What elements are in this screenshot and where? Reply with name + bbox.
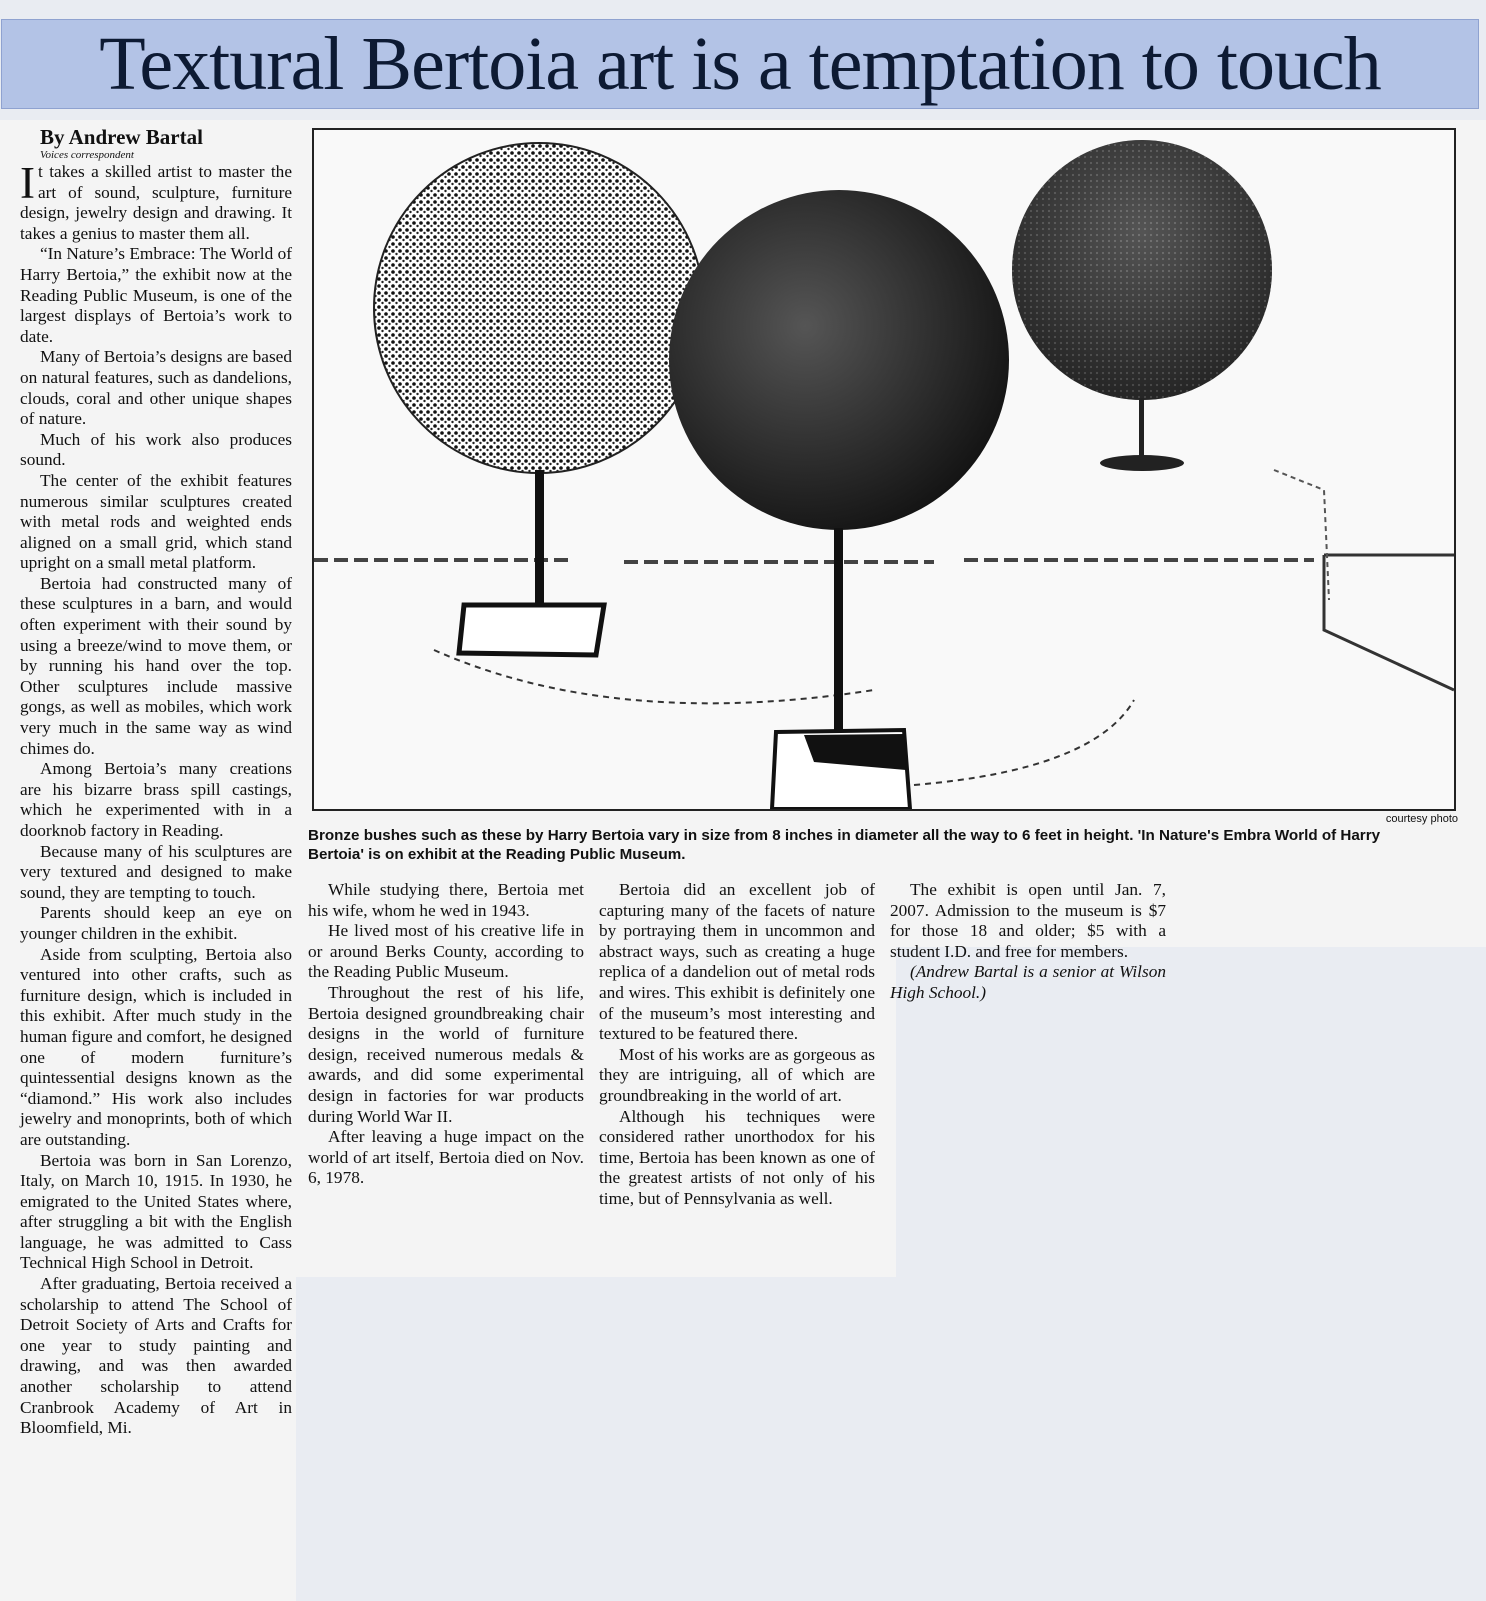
byline: By Andrew Bartal <box>40 125 203 149</box>
article-paragraph: The exhibit is open until Jan. 7, 2007. Admission to the museum is $7 for those 18 and older; $5 with a student I.D. and free for members. <box>890 880 1166 961</box>
article-paragraph: “In Nature’s Embrace: The World of Harry Bertoia,” the exhibit now at the Reading Public Museum, is one of the largest displays of Bertoia’s work to date. <box>20 244 292 346</box>
photo-credit: courtesy photo <box>1385 813 1458 825</box>
article-paragraph: Most of his works are as gorgeous as they are intriguing, all of which are groundbreaking in the world of art. <box>599 1044 875 1105</box>
article-paragraph: It takes a skilled artist to master the art of sound, sculpture, furniture design, jewelry design and drawing. It takes a genius to master them all. <box>20 158 292 243</box>
article-column-2 <box>308 880 584 1189</box>
article-paragraph: Although his techniques were considered rather unorthodox for his time, Bertoia has been known as one of the greatest artists of not only of his time, but of Pennsylvania as well. <box>599 1106 875 1208</box>
article-paragraph: He lived most of his creative life in or around Berks County, according to the Reading Public Museum. <box>308 921 584 982</box>
article-column-1 <box>20 125 292 1439</box>
article-paragraph: Parents should keep an eye on younger children in the exhibit. <box>20 903 292 943</box>
article-paragraph: The center of the exhibit features numerous similar sculptures created with metal rods and weighted ends aligned on a small grid, which stand upright on a small metal platform. <box>20 470 292 573</box>
article-paragraph: After graduating, Bertoia received a scholarship to attend The School of Detroit Society of Arts and Crafts for one year to study painting and drawing, and was then awarded another scholarship to attend Cranbrook Academy of Art in Bloomfield, Mi. <box>20 1274 292 1438</box>
article-paragraph: After leaving a huge impact on the world of art itself, Bertoia died on Nov. 6, 1978. <box>308 1127 584 1188</box>
article-paragraph: Bertoia had constructed many of these sculptures in a barn, and would often experiment with their sound by using a breeze/wind to move them, or by running his hand over the top. Other sculptures include massive gongs, as well as mobiles, which work very much in the same way as wind chimes do. <box>20 573 292 758</box>
article-column-4 <box>890 880 1166 1004</box>
article-paragraph: While studying there, Bertoia met his wife, whom he wed in 1943. <box>308 880 584 920</box>
article-paragraph: Many of Bertoia’s designs are based on natural features, such as dandelions, clouds, coral and other unique shapes of nature. <box>20 347 292 429</box>
drop-cap: I <box>20 158 35 208</box>
article-paragraph: Bertoia was born in San Lorenzo, Italy, on March 10, 1915. In 1930, he emigrated to the United States where, after struggling a bit with the English language, he was admitted to Cass Technical High School in Detroit. <box>20 1150 292 1273</box>
photo-caption: Bronze bushes such as these by Harry Bertoia vary in size from 8 inches in diameter all the way to 6 feet in height. 'In Nature's Embra World of Harry Bertoia' is on exhibit at the Reading Public Museum. <box>308 827 1381 863</box>
article-paragraph: Bertoia did an excellent job of capturing many of the facets of nature by portraying them in uncommon and abstract ways, such as creating a huge replica of a dandelion out of metal rods and wires. This exhibit is definitely one of the museum’s most interesting and textured to be featured there. <box>599 880 875 1044</box>
article-paragraph: Much of his work also produces sound. <box>20 429 292 470</box>
sculpture-photo <box>312 128 1456 811</box>
article-paragraph: Throughout the rest of his life, Bertoia designed groundbreaking chair designs in the world of furniture design, received numerous medals & awards, and did some experimental design in factories for war products during World War II. <box>308 982 584 1126</box>
headline: Textural Bertoia art is a temptation to touch <box>1 19 1479 109</box>
article-column-3 <box>599 880 875 1210</box>
article-paragraph: Among Bertoia’s many creations are his bizarre brass spill castings, which he experimented with in a doorknob factory in Reading. <box>20 759 292 840</box>
author-affiliation: Voices correspondent <box>40 149 134 161</box>
author-note: (Andrew Bartal is a senior at Wilson High School.) <box>890 962 1166 1002</box>
article-paragraph: Because many of his sculptures are very textured and designed to make sound, they are tempting to touch. <box>20 841 292 902</box>
article-paragraph: Aside from sculpting, Bertoia also ventured into other crafts, such as furniture design, which is included in this exhibit. After much study in the human figure and comfort, he designed one of modern furniture’s quintessential designs known as the “diamond.” His work also includes jewelry and monoprints, both of which are outstanding. <box>20 944 292 1149</box>
